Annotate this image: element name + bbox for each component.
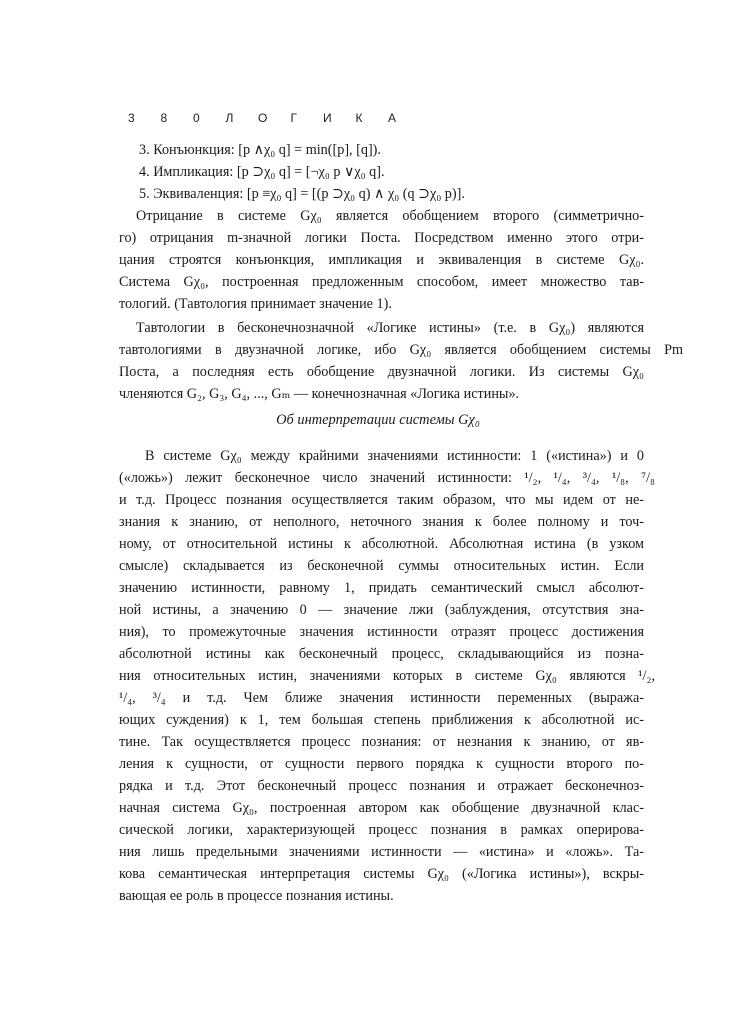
running-head-char: 3 xyxy=(128,111,135,125)
paragraph-line: ния относительных истин, значениями которых в системе Gχ₀ являются ¹/₂, xyxy=(119,668,655,684)
running-head-char: 8 xyxy=(160,111,168,125)
running-head-char: О xyxy=(258,111,268,125)
formula-implication: 4. Импликация: [p ⊃χ₀ q] = [¬χ₀ p ∨χ₀ q]. xyxy=(139,164,385,180)
formula-conjunction: 3. Конъюнкция: [p ∧χ₀ q] = min([p], [q]). xyxy=(139,142,381,158)
running-head-char: Г xyxy=(290,111,297,125)
running-head-char: Л xyxy=(225,111,234,125)
section-heading: Об интерпретации системы Gχ₀ xyxy=(276,412,480,428)
paragraph-line: вающая ее роль в процессе познания истины. xyxy=(119,888,394,904)
paragraph-line: В системе Gχ₀ между крайними значениями истинности: 1 («истина») и 0 xyxy=(145,448,644,464)
paragraph-line: рядка и т.д. Этот бесконечный процесс познания и отражает бесконечноз- xyxy=(119,778,644,794)
paragraph-line: сической логики, характеризующей процесс познания в рамках оперирова- xyxy=(119,822,644,838)
paragraph-line: тине. Так осуществляется процесс познания: от незнания к знанию, от яв- xyxy=(119,734,644,750)
paragraph-line: Поста, а последняя есть обобщение двузначной логики. Из системы Gχ₀ xyxy=(119,364,644,380)
running-head-char: И xyxy=(323,111,332,125)
paragraph-line: и т.д. Процесс познания осуществляется таким образом, что мы идем от не- xyxy=(119,492,644,508)
paragraph-line: Отрицание в системе Gχ₀ является обобщением второго (симметрично- xyxy=(136,208,644,224)
running-head xyxy=(128,111,421,125)
paragraph-line: ния лишь предельными значениями истинности — «истина» и «ложь». Та- xyxy=(119,844,644,860)
paragraph-line: ления к сущности, от сущности первого порядка к сущности второго по- xyxy=(119,756,644,772)
running-head-char: К xyxy=(355,111,363,125)
paragraph-line: тавтологиями в двузначной логике, ибо Gχ₀ является обобщением системы Pm xyxy=(119,342,683,358)
paragraph-line: ной истины, а значению 0 — значение лжи (заблуждения, отсутствия зна- xyxy=(119,602,644,618)
paragraph-line: ному, от относительной истины к абсолютной. Абсолютная истина (в узком xyxy=(119,536,644,552)
paragraph-line: Система Gχ₀, построенная предложенным способом, имеет множество тав- xyxy=(119,274,644,290)
paragraph-line: членяются G₂, G₃, G₄, ..., Gₘ — конечнозначная «Логика истины». xyxy=(119,386,520,402)
paragraph-line: го) отрицания m-значной логики Поста. Посредством именно этого отри- xyxy=(119,230,644,246)
paragraph-line: смысле) складывается из бесконечной суммы относительных истин. Если xyxy=(119,558,644,574)
paragraph-line: ющих суждения) к 1, тем большая степень приближения к абсолютной ис- xyxy=(119,712,644,728)
formula-equivalence: 5. Эквиваленция: [p ≡χ₀ q] = [(p ⊃χ₀ q) ∧ χ₀ (q ⊃χ₀ p)]. xyxy=(139,186,465,202)
running-head-char: А xyxy=(388,111,397,125)
paragraph-line: значению истинности, равному 1, придать семантический смысл абсолют- xyxy=(119,580,644,596)
paragraph-line: кова семантическая интерпретация системы Gχ₀ («Логика истины»), вскры- xyxy=(119,866,644,882)
paragraph-line: Тавтологии в бесконечнозначной «Логике истины» (т.е. в Gχ₀) являются xyxy=(136,320,644,336)
running-head-char: 0 xyxy=(193,111,200,125)
paragraph-line: ¹/₄, ³/₄ и т.д. Чем ближе значения истинности переменных (выража- xyxy=(119,690,644,706)
paragraph-line: цания строятся конъюнкция, импликация и эквиваленция в системе Gχ₀. xyxy=(119,252,644,268)
paragraph-line: абсолютной истины как бесконечный процесс, складывающийся из позна- xyxy=(119,646,644,662)
paragraph-line: («ложь») лежит бесконечное число значений истинности: ¹/₂, ¹/₄, ³/₄, ¹/₈, ⁷/₈ xyxy=(119,470,655,486)
paragraph-line: начная система Gχ₀, построенная автором как обобщение двузначной клас- xyxy=(119,800,644,816)
paragraph-line: знания к знанию, от неполного, неточного знания к более полному и точ- xyxy=(119,514,644,530)
paragraph-line: ния), то промежуточные значения истинности отразят процесс достижения xyxy=(119,624,644,640)
paragraph-line: тологий. (Тавтология принимает значение 1). xyxy=(119,296,392,312)
